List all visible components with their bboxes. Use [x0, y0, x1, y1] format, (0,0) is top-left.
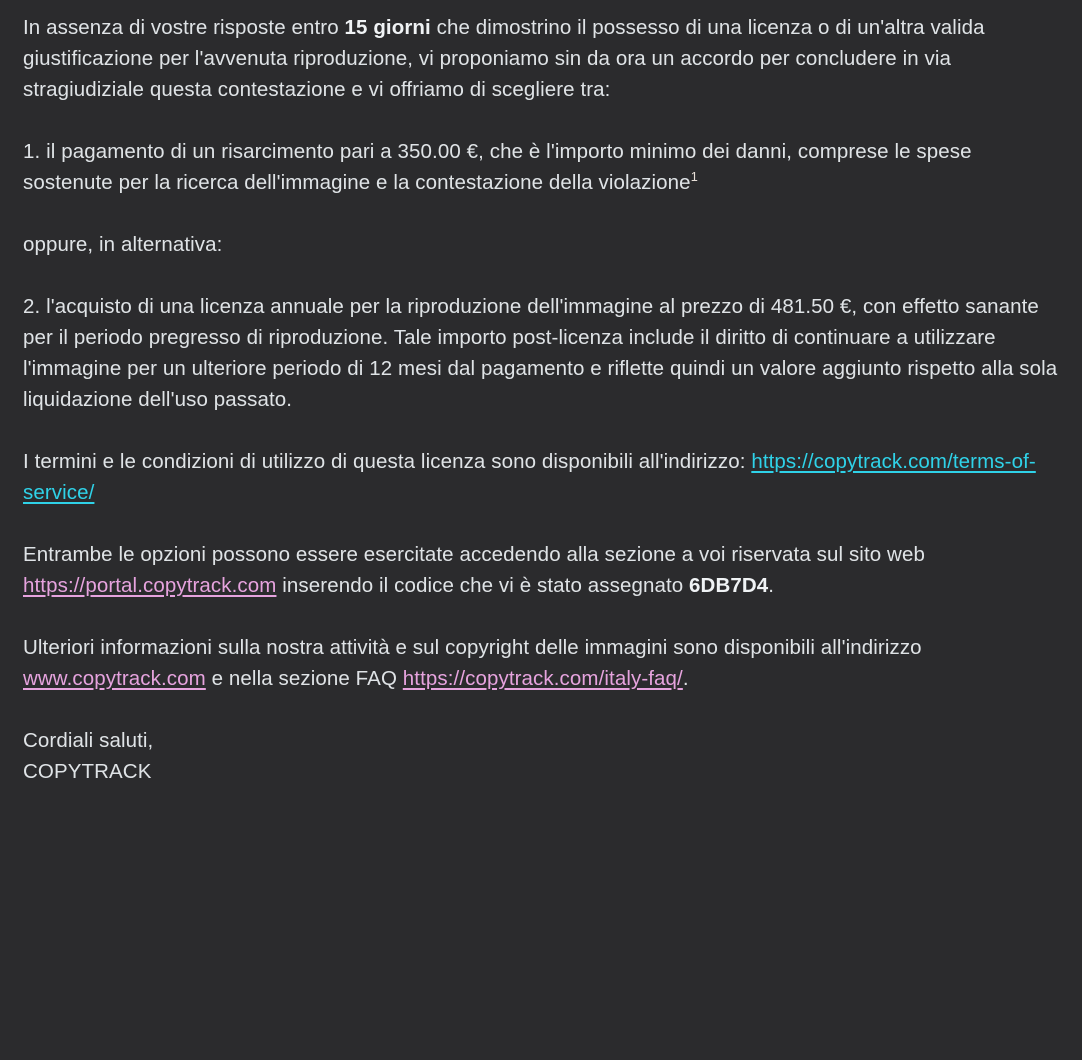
option-one-text: 1. il pagamento di un risarcimento pari a 350.00 €, che è l'importo minimo dei danni, comprese le spese sostenute per la ricerca dell'immagine e la contestazione della violazione	[23, 140, 972, 194]
paragraph-further-information	[23, 632, 1058, 694]
portal-text-tail: .	[768, 574, 775, 597]
info-text-lead: Ulteriori informazioni sulla nostra attività e sul copyright delle immagini sono disponibili all'indirizzo	[23, 636, 922, 659]
portal-text-middle: inserendo il codice che vi è stato assegnato	[276, 574, 690, 597]
paragraph-option-two-license: 2. l'acquisto di una licenza annuale per la riproduzione dell'immagine al prezzo di 481.50 €, con effetto sanante per il periodo pregresso di riproduzione. Tale importo post-licenza include il diritto di continuare a utilizzare l'immagine per un ulteriore periodo di 12 mesi dal pagamento e riflette quindi un valore aggiunto rispetto alla sola liquidazione dell'uso passato.	[23, 295, 1058, 411]
link-italy-faq[interactable]: https://copytrack.com/italy-faq/	[402, 667, 683, 690]
deadline-text-lead: In assenza di vostre risposte entro	[23, 16, 345, 39]
reference-code-bold: 6DB7D4	[689, 574, 769, 597]
paragraph-option-one-settlement	[23, 136, 1058, 198]
paragraph-signature	[23, 725, 1058, 787]
signature-company-name: COPYTRACK	[23, 760, 152, 783]
portal-text-lead: Entrambe le opzioni possono essere esercitate accedendo alla sezione a voi riservata sul sito web	[23, 543, 925, 566]
info-text-tail: .	[682, 667, 689, 690]
paragraph-deadline-offer	[23, 12, 1058, 105]
paragraph-terms-and-conditions	[23, 446, 1058, 508]
link-portal-copytrack[interactable]: https://portal.copytrack.com	[23, 574, 277, 597]
paragraph-alternative-divider: oppure, in alternativa:	[23, 233, 223, 256]
deadline-duration-bold: 15 giorni	[344, 16, 431, 39]
deadline-text-tail: che dimostrino il possesso di una licenza o di un'altra valida giustificazione per l'avvenuta riproduzione, vi proponiamo sin da ora un accordo per concludere in via stragiudiziale questa contestazione e vi offriamo di scegliere tra:	[23, 16, 985, 101]
link-www-copytrack[interactable]: www.copytrack.com	[23, 667, 206, 690]
link-terms-of-service[interactable]: https://copytrack.com/terms-of-service/	[23, 450, 1036, 504]
signature-closing: Cordiali saluti,	[23, 729, 154, 752]
paragraph-portal-access	[23, 539, 1058, 601]
info-text-middle: e nella sezione FAQ	[205, 667, 403, 690]
terms-text-lead: I termini e le condizioni di utilizzo di questa licenza sono disponibili all'indirizzo:	[23, 450, 752, 473]
footnote-reference-marker: 1	[690, 169, 698, 185]
